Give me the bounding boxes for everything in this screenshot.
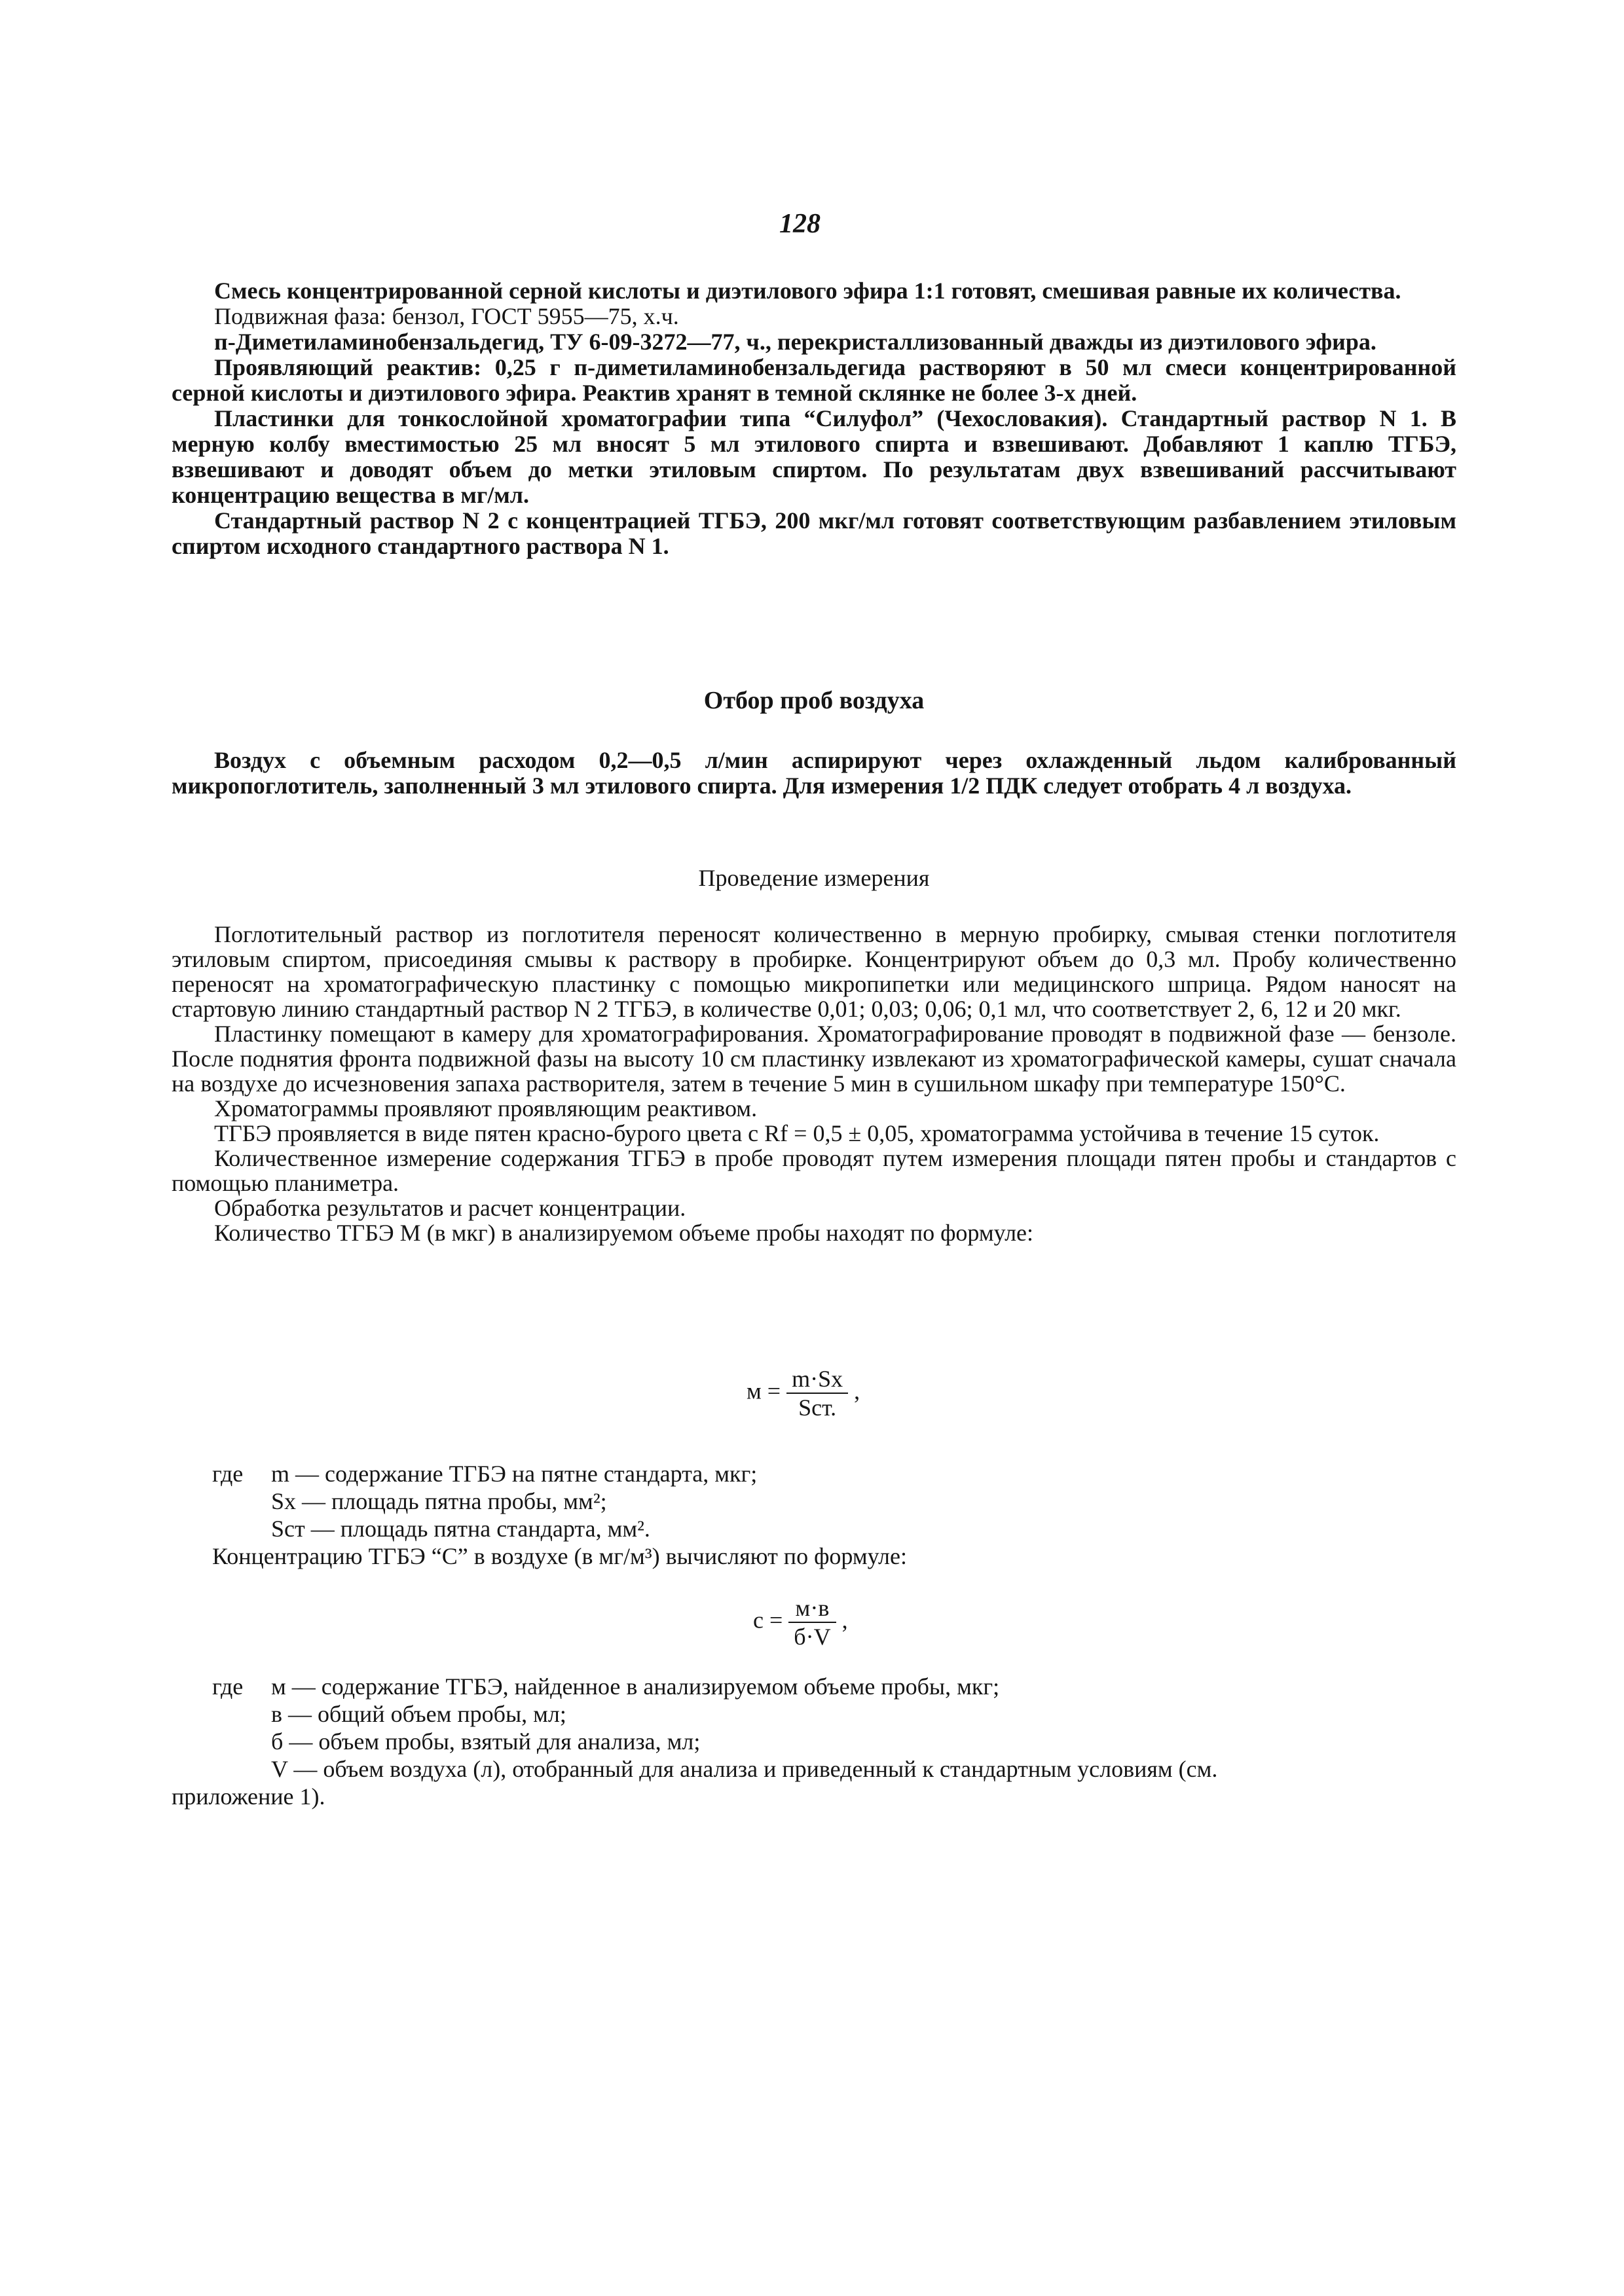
formula-numerator: m·Sx: [786, 1365, 848, 1394]
measurement-block: [172, 922, 1456, 1245]
intro-paragraph: п-Диметиламинобензальдегид, ТУ 6-09-3272—77, ч., перекристаллизованный дважды из диэтилового эфира.: [214, 329, 1376, 355]
formula-concentration: [753, 1594, 848, 1650]
measurement-paragraph: Хроматограммы проявляют проявляющим реактивом.: [214, 1095, 758, 1121]
measurement-paragraph: ТГБЭ проявляется в виде пятен красно-бурого цвета с Rf = 0,5 ± 0,05, хроматограмма устойчива в течение 15 суток.: [214, 1120, 1380, 1146]
sampling-paragraph: Воздух с объемным расходом 0,2—0,5 л/мин аспирируют через охлажденный льдом калиброванный микропоглотитель, заполненный 3 мл этилового спирта. Для измерения 1/2 ПДК следует отобрать 4 л воздуха.: [172, 747, 1456, 799]
intro-paragraph: Подвижная фаза: бензол, ГОСТ 5955—75, х.ч.: [214, 303, 679, 329]
intro-paragraph: Смесь концентрированной серной кислоты и диэтилового эфира 1:1 готовят, смешивая равные их количества.: [214, 278, 1401, 304]
legend-item: m — содержание ТГБЭ на пятне стандарта, мкг;: [271, 1461, 758, 1487]
measurement-paragraph: Обработка результатов и расчет концентрации.: [214, 1195, 686, 1221]
intro-paragraph: Пластинки для тонкослойной хроматографии типа “Силуфол” (Чехословакия). Стандартный раствор N 1. В мерную колбу вместимостью 25 мл вносят 5 мл этилового спирта и взвешивают. Добавляют 1 каплю ТГБЭ, взвешивают и доводят объем до метки этиловым спиртом. По результатам двух взвешиваний рассчитывают концентрацию вещества в мг/мл.: [172, 405, 1456, 508]
measurement-paragraph: Пластинку помещают в камеру для хроматографирования. Хроматографирование проводят в подвижной фазе — бензоле. После поднятия фронта подвижной фазы на высоту 10 см пластинку извлекают из хроматографической камеры, сушат сначала на воздухе до исчезновения запаха растворителя, затем в течение 5 мин в сушильном шкафу при температуре 150°С.: [172, 1021, 1456, 1097]
legend-continuation: приложение 1).: [172, 1783, 325, 1810]
formula-denominator: Sст.: [798, 1394, 837, 1421]
formula-tail: ,: [841, 1607, 848, 1633]
legend-item: м — содержание ТГБЭ, найденное в анализируемом объеме пробы, мкг;: [271, 1673, 1000, 1700]
measurement-paragraph: Количество ТГБЭ М (в мкг) в анализируемом объеме пробы находят по формуле:: [214, 1220, 1034, 1246]
formula-denominator: б·V: [794, 1624, 831, 1650]
section-title-measurement: Проведение измерения: [698, 865, 930, 891]
page-number: 128: [779, 209, 821, 239]
formula-fraction: [786, 1365, 848, 1421]
legend-item: Sx — площадь пятна пробы, мм²;: [271, 1488, 607, 1514]
formula-numerator: м·в: [788, 1594, 836, 1623]
sampling-block: [172, 748, 1456, 799]
intro-paragraph: Проявляющий реактив: 0,25 г п-диметиламинобензальдегида растворяют в 50 мл смеси концентрированной серной кислоты и диэтилового эфира. Реактив хранят в темной склянке не более 3-х дней.: [172, 354, 1456, 406]
measurement-paragraph: Поглотительный раствор из поглотителя переносят количественно в мерную пробирку, смывая стенки поглотителя этиловым спиртом, присоединяя смывы к раствору в пробирке. Концентрируют объем до 0,3 мл. Пробу количественно переносят на хроматографическую пластинку с помощью микропипетки или медицинского шприца. Рядом наносят на стартовую линию стандартный раствор N 2 ТГБЭ, в количестве 0,01; 0,03; 0,06; 0,1 мл, что соответствует 2, 6, 12 и 20 мкг.: [172, 921, 1456, 1022]
formula-lhs: м =: [747, 1377, 781, 1404]
legend-item: в — общий объем пробы, мл;: [271, 1701, 566, 1727]
intro-paragraph: Стандартный раствор N 2 с концентрацией ТГБЭ, 200 мкг/мл готовят соответствующим разбавлением этиловым спиртом исходного стандартного раствора N 1.: [172, 507, 1456, 559]
legend-where: где: [212, 1461, 244, 1487]
intro-block: [172, 278, 1456, 559]
formula-fraction: [788, 1594, 836, 1650]
measurement-paragraph: Количественное измерение содержания ТГБЭ в пробе проводят путем измерения площади пятен пробы и стандартов с помощью планиметра.: [172, 1145, 1456, 1196]
formula2-intro: Концентрацию ТГБЭ “С” в воздухе (в мг/м³) вычисляют по формуле:: [212, 1543, 907, 1569]
legend-item: б — объем пробы, взятый для анализа, мл;: [271, 1728, 701, 1755]
formula-mass: [747, 1365, 860, 1421]
legend-concentration: [172, 1673, 1456, 1810]
formula-lhs: с =: [753, 1607, 783, 1633]
legend-item: V — объем воздуха (л), отобранный для анализа и приведенный к стандартным условиям (см.: [271, 1756, 1218, 1782]
legend-mass: [172, 1460, 1456, 1570]
section-title-sampling: Отбор проб воздуха: [703, 687, 925, 714]
legend-item: Sст — площадь пятна стандарта, мм².: [271, 1516, 650, 1542]
legend-where: где: [212, 1673, 244, 1700]
formula-tail: ,: [854, 1377, 860, 1404]
